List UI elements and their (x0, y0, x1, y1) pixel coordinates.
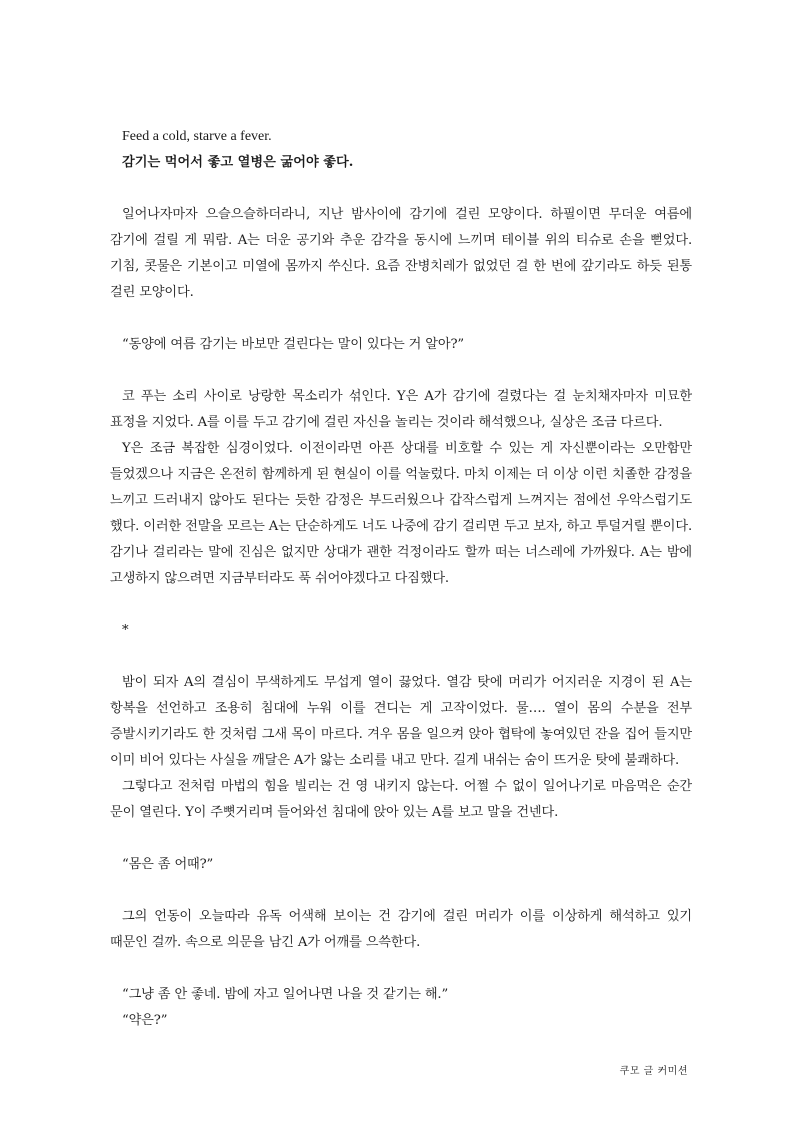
paragraph-1: 일어나자마자 으슬으슬하더라니, 지난 밤사이에 감기에 걸린 모양이다. 하필이면 무더운 여름에 감기에 걸릴 게 뭐람. A는 더운 공기와 추운 감각을 동시에 느끼며 테이블 위의 티슈로 손을 뻗었다. 기침, 콧물은 기본이고 미열에 몸까지 쑤신다. 요즘 잔병치레가 없었던 걸 한 번에 갚기라도 하듯 된통 걸린 모양이다. (110, 207, 692, 300)
paragraph-gap (110, 644, 692, 670)
paragraph-gap (110, 956, 692, 982)
dialogue-line: “동양에 여름 감기는 바보만 걸린다는 말이 있다는 거 알아?” (122, 337, 464, 352)
paragraph-gap (110, 592, 692, 618)
paragraph-gap (110, 878, 692, 904)
epigraph-korean: 감기는 먹어서 좋고 열병은 굶어야 좋다. (122, 155, 354, 170)
section-break: * (122, 623, 129, 638)
paragraph-gap (110, 358, 692, 384)
dialogue-line: “약은?” (122, 1013, 168, 1028)
paragraph-2: 코 푸는 소리 사이로 낭랑한 목소리가 섞인다. Y은 A가 감기에 걸렸다는 걸 눈치채자마자 미묘한 표정을 지었다. A를 이를 두고 감기에 걸린 자신을 놀리는 것이라 해석했으나, 실상은 조금 다르다. (110, 389, 692, 430)
paragraph-3: Y은 조금 복잡한 심경이었다. 이전이라면 아픈 상대를 비호할 수 있는 게 자신뿐이라는 오만함만 들었겠으나 지금은 온전히 함께하게 된 현실이 이를 억눌렀다. 마치 이제는 더 이상 이런 치졸한 감정을 느끼고 드러내지 않아도 된다는 듯한 감정은 부드러웠으나 갑작스럽게 느껴지는 점에선 우악스럽기도 했다. 이러한 전말을 모르는 A는 단순하게도 너도 나중에 감기 걸리면 두고 보자, 하고 투덜거릴 뿐이다. 감기나 걸리라는 말에 진심은 없지만 상대가 괜한 걱정이라도 할까 떠는 너스레에 가까웠다. A는 밤에 고생하지 않으려면 지금부터라도 푹 쉬어야겠다고 다짐했다. (110, 441, 692, 586)
dialogue-line: “몸은 좀 어때?” (122, 857, 214, 872)
paragraph-gap (110, 306, 692, 332)
paragraph-5: 그렇다고 전처럼 마법의 힘을 빌리는 건 영 내키지 않는다. 어쩔 수 없이 일어나기로 마음먹은 순간 문이 열린다. Y이 주뼛거리며 들어와선 침대에 앉아 있는 A를 보고 말을 건넨다. (110, 779, 692, 820)
paragraph-6: 그의 언동이 오늘따라 유독 어색해 보이는 건 감기에 걸린 머리가 이를 이상하게 해석하고 있기 때문인 걸까. 속으로 의문을 남긴 A가 어깨를 으쓱한다. (110, 909, 692, 950)
footer-label: 쿠모 글 커미션 (619, 1066, 688, 1077)
epigraph-english: Feed a cold, starve a fever. (122, 129, 272, 144)
paragraph-gap (110, 826, 692, 852)
paragraph-gap (110, 176, 692, 202)
document-body (110, 124, 692, 1034)
paragraph-4: 밤이 되자 A의 결심이 무색하게도 무섭게 열이 끓었다. 열감 탓에 머리가 어지러운 지경이 된 A는 항복을 선언하고 조용히 침대에 누워 이를 견디는 게 고작이었다. 물…. 열이 몸의 수분을 전부 증발시키기라도 한 것처럼 그새 목이 마르다. 겨우 몸을 일으켜 앉아 협탁에 놓여있던 잔을 집어 들지만 이미 비어 있다는 사실을 깨달은 A가 앓는 소리를 내고 만다. 길게 내쉬는 숨이 뜨거운 탓에 불쾌하다. (110, 675, 692, 768)
dialogue-line: “그냥 좀 안 좋네. 밤에 자고 일어나면 나을 것 같기는 해.” (122, 987, 449, 1002)
